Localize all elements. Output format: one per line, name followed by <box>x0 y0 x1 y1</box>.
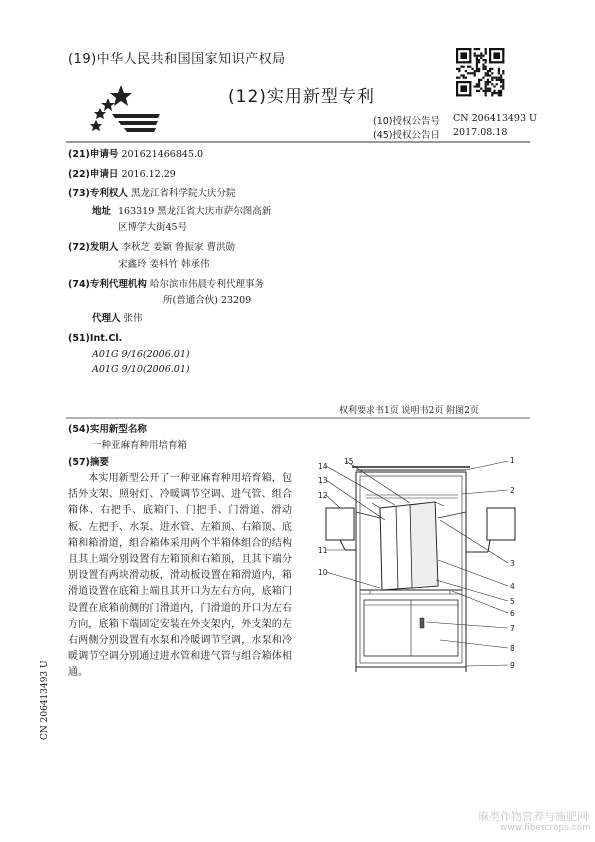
figure-ref-label: 3 <box>510 559 515 568</box>
figure-ref-label: 7 <box>510 624 515 633</box>
pub-no-label: (10)授权公告号 <box>373 116 441 127</box>
address-label: 地址 <box>92 206 112 217</box>
pub-date: 2017.08.18 <box>453 127 508 138</box>
figure-ref-label: 11 <box>318 546 328 555</box>
intcl-label: (51)Int.Cl. <box>68 333 123 344</box>
watermark-url: www.fibercrops.com <box>500 823 591 833</box>
office-name: (19)中华人民共和国国家知识产权局 <box>68 52 286 67</box>
figure-ref-label: 9 <box>510 661 515 670</box>
address-line1: 163319 黑龙江省大庆市萨尔图高新 <box>118 206 272 217</box>
agency-line1: 哈尔滨市伟晨专利代理事务 <box>149 279 264 290</box>
pages-info: 权利要求书1页 说明书2页 附图2页 <box>339 406 479 416</box>
figure-ref-label: 12 <box>318 491 328 500</box>
watermark-site-name: 麻类作物营养与施肥网 <box>478 810 588 823</box>
agent: 张伟 <box>123 313 143 324</box>
abstract-label: (57)摘要 <box>68 457 109 468</box>
app-no-label: (21)申请号 <box>68 149 119 160</box>
pub-date-label: (45)授权公告日 <box>373 130 441 141</box>
app-date-label: (22)申请日 <box>68 169 119 180</box>
patentee-label: (73)专利权人 <box>68 188 128 199</box>
inventors-line2: 宋鑫玲 姜枓竹 韩承伟 <box>118 259 210 270</box>
figure-ref-label: 10 <box>318 568 328 577</box>
figure-ref-label: 15 <box>344 457 354 466</box>
agency-line2: 所(普通合伙) 23209 <box>163 295 252 306</box>
inventors-line1: 李秋芝 姜颖 鲁振家 曹洪勋 <box>121 242 235 253</box>
agent-label: 代理人 <box>92 313 121 324</box>
side-pub-code: CN 206413493 U <box>40 660 50 740</box>
document-type: (12)实用新型专利 <box>228 87 375 107</box>
figure-ref-label: 14 <box>318 462 328 471</box>
app-no: 201621466845.0 <box>121 149 204 160</box>
intcl-1: A01G 9/16(2006.01) <box>92 349 190 360</box>
agency-label: (74)专利代理机构 <box>68 279 147 290</box>
figure-ref-label: 8 <box>510 644 515 653</box>
pub-no: CN 206413493 U <box>453 113 538 124</box>
figure-ref-label: 4 <box>510 582 515 591</box>
abstract-body: 本实用新型公开了一种亚麻育种用培育箱，包括外支架、照射灯、冷暖调节空调、进气管、组合箱体、右把手、底箱门、门把手、门滑道、滑动板、左把手、水泵、进水管、左箱顶、右箱顶、底箱和箱滑道，组合箱体采用两个半箱体组合的结构且其上端分别设置有左箱顶和右箱顶，且其下端分别设置有两块滑动板，滑动板设置在箱滑道内，箱滑道设置在底箱上端且其开口为左右方向，底箱门设置在底箱前侧的门滑道内，门滑道的开口为左右方向，底箱下端固定安装在外支架内，外支架的左右两侧分别设置有水泵和冷暖调节空调，水泵和冷暖调节空调分别通过进水管和进气管与组合箱体相通。 <box>68 473 292 679</box>
utility-model-title: 一种亚麻育种用培育箱 <box>92 440 188 451</box>
intcl-2: A01G 9/10(2006.01) <box>92 364 190 375</box>
address-line2: 区博学大街45号 <box>118 222 188 233</box>
figure-ref-label: 1 <box>510 456 515 465</box>
patentee: 黑龙江省科学院大庆分院 <box>130 188 236 199</box>
title-label: (54)实用新型名称 <box>68 424 147 435</box>
inventors-label: (72)发明人 <box>68 242 119 253</box>
app-date: 2016.12.29 <box>121 169 176 180</box>
figure-ref-label: 2 <box>510 486 515 495</box>
figure-ref-label: 5 <box>510 597 515 606</box>
figure-ref-label: 6 <box>510 609 515 618</box>
figure-ref-label: 13 <box>318 476 328 485</box>
